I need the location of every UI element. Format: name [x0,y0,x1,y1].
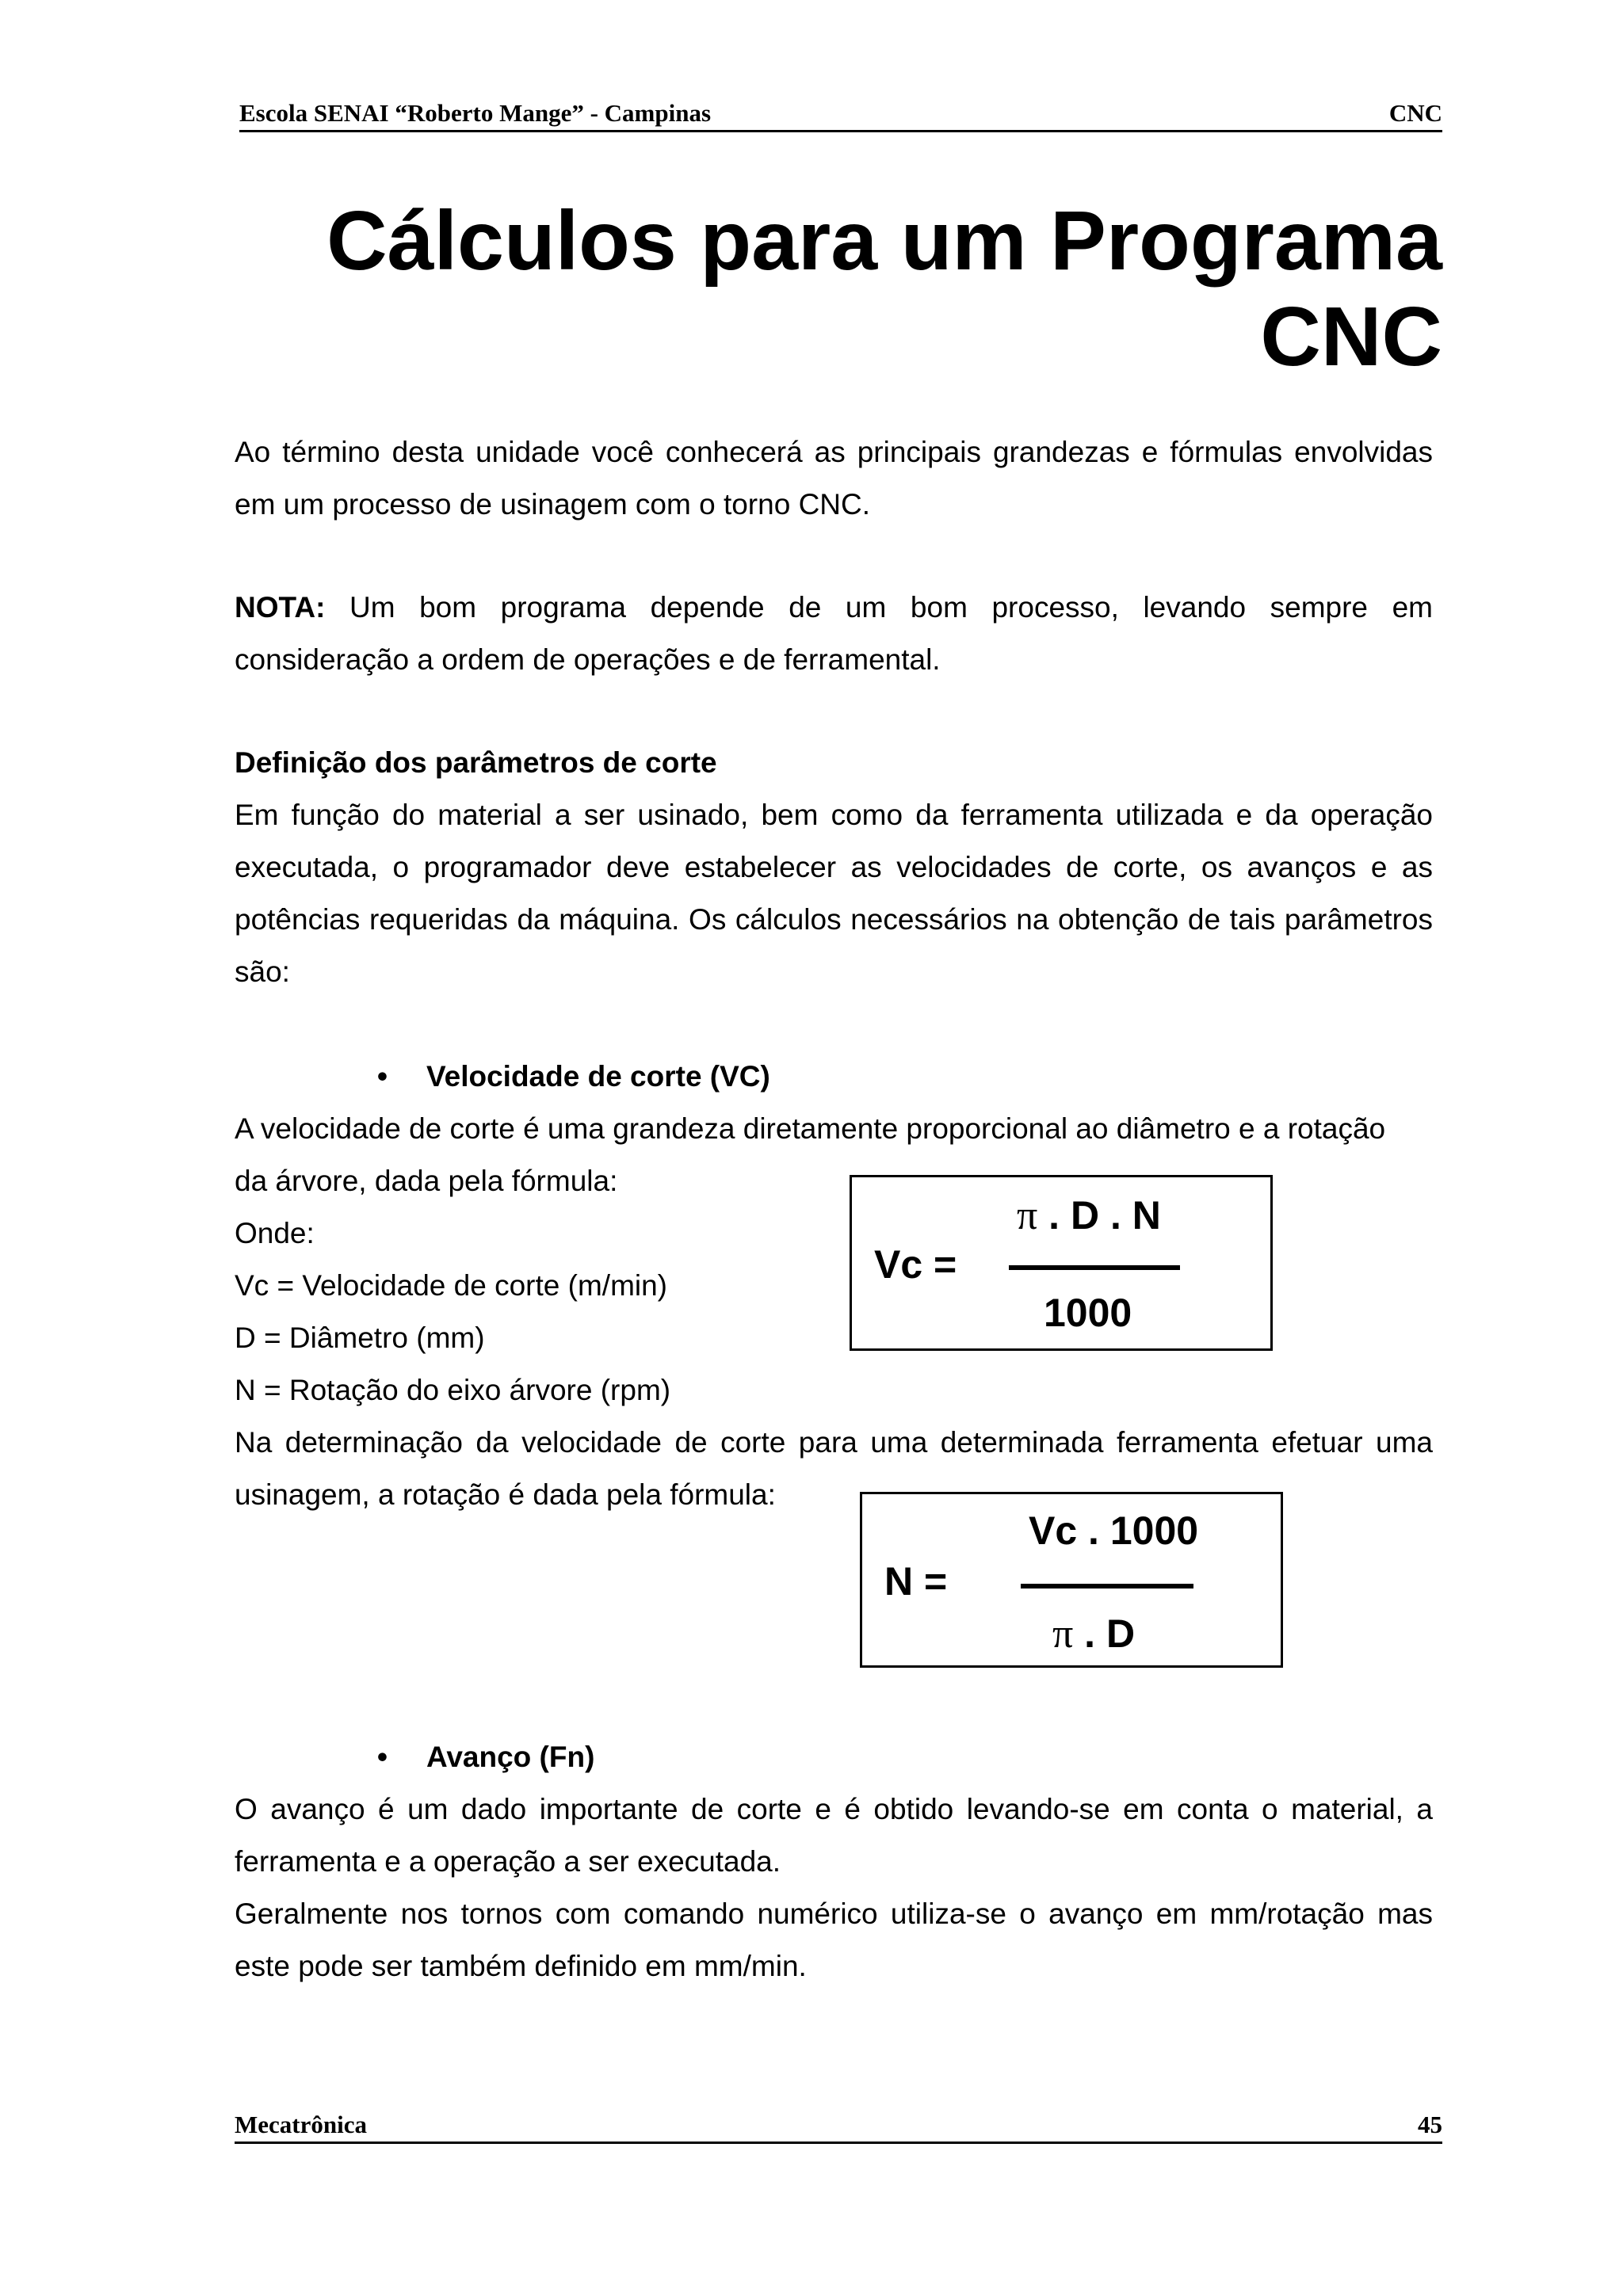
formula-n-box [860,1492,1283,1668]
section-block [235,737,1433,998]
header-subject: CNC [1388,99,1442,127]
vc-text-line-2: da árvore, dada pela fórmula: [235,1165,618,1197]
note-label: NOTA: [235,591,326,624]
pi-symbol: π [1052,1611,1074,1657]
bullet-vc [377,1051,770,1103]
vc-def-vc: Vc = Velocidade de corte (m/min) [235,1269,668,1302]
section-heading: Definição dos parâmetros de corte [235,746,717,779]
title-line-2: CNC [1260,290,1442,383]
title-line-1: Cálculos para um Programa [327,194,1442,288]
fn-paragraph-2: Geralmente nos tornos com comando numérico utiliza-se o avanço em mm/rotação mas este pode ser também definido em mm/min. [235,1897,1433,1982]
page-footer [235,2110,1442,2144]
vc-def-n: N = Rotação do eixo árvore (rpm) [235,1374,671,1406]
formula-n-denominator-text: . D [1073,1611,1136,1656]
bullet-fn [377,1731,594,1783]
intro-paragraph: Ao término desta unidade você conhecerá as principais grandezas e fórmulas envolvidas em um processo de usinagem com o torno CNC. [235,436,1433,521]
page-header [239,98,1442,132]
header-school: Escola SENAI “Roberto Mange” - Campinas [239,99,712,127]
page-number: 45 [1418,2111,1442,2138]
vc-where: Onde: [235,1217,315,1249]
formula-vc-box [850,1175,1273,1351]
formula-vc-numerator [1017,1193,1161,1238]
formula-vc-numerator-text: . D . N [1037,1193,1161,1238]
formula-n-numerator: Vc . 1000 [1029,1508,1199,1553]
note-paragraph [235,582,1433,686]
vc-text-line-1: A velocidade de corte é uma grandeza diretamente proporcional ao diâmetro e a rotação [235,1112,1386,1145]
formula-vc-lhs: Vc = [874,1242,957,1287]
vc-heading: Velocidade de corte (VC) [426,1060,770,1093]
fn-heading: Avanço (Fn) [426,1741,595,1773]
formula-n-denominator [1052,1611,1135,1657]
footer-course: Mecatrônica [235,2111,367,2138]
section-text: Em função do material a ser usinado, bem como da ferramenta utilizada e da operação executada, o programador deve estabelecer as velocidades de corte, os avanços e as potências requeridas da máquina. Os cálculos necessários na obtenção de tais parâmetros são: [235,799,1433,988]
formula-vc-denominator: 1000 [1044,1291,1132,1335]
fn-paragraph-1: O avanço é um dado importante de corte e é obtido levando-se em conta o material, a ferramenta e a operação a ser executada. [235,1793,1433,1878]
fraction-bar [1009,1265,1180,1270]
note-text: Um bom programa depende de um bom processo, levando sempre em consideração a ordem de operações e de ferramental. [235,591,1433,676]
fraction-bar [1021,1584,1193,1589]
bullet-dot: • [377,1741,388,1773]
pi-symbol: π [1017,1193,1038,1238]
formula-n-lhs: N = [884,1559,948,1604]
bullet-dot: • [377,1060,388,1093]
rotation-text: Na determinação da velocidade de corte para uma determinada ferramenta efetuar uma usinagem, a rotação é dada pela fórmula: [235,1426,1433,1511]
vc-def-d: D = Diâmetro (mm) [235,1322,485,1354]
page-title [254,193,1442,385]
